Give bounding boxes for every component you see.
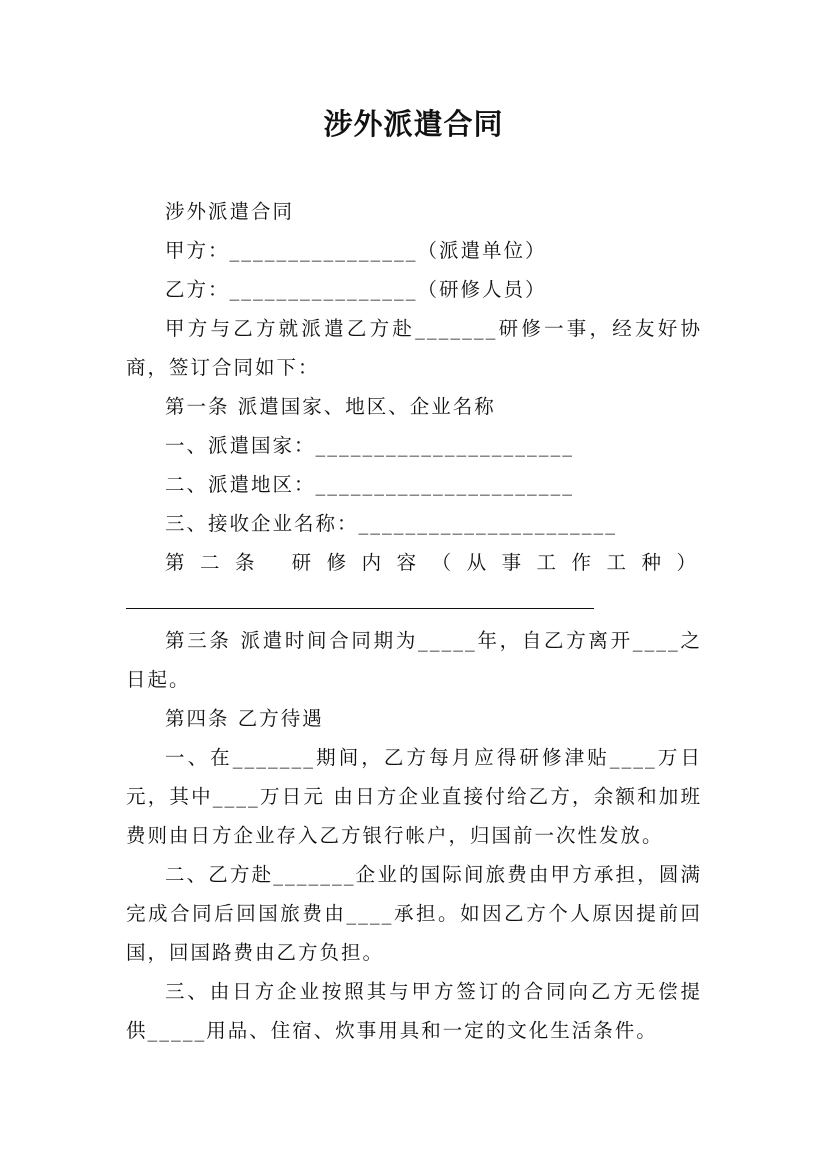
article-four-item-3: 三、由日方企业按照其与甲方签订的合同向乙方无偿提供_____用品、住宿、炊事用具和一定的文化生活条件。 (126, 980, 702, 1042)
party-b-line: 乙方：________________（研修人员） (165, 278, 547, 301)
article-four-heading: 第四条 乙方待遇 (165, 707, 324, 730)
article-four-item-1: 一、在_______期间，乙方每月应得研修津贴____万日元，其中____万日元 由日方企业直接付给乙方，余额和加班费则由日方企业存入乙方银行帐户，归国前一次性发放。 (126, 746, 702, 847)
article-two-heading: 第二条 研修内容（从事工作工种） (165, 551, 702, 574)
region-line: 二、派遣地区：______________________ (165, 473, 575, 496)
party-a-line: 甲方：________________（派遣单位） (165, 239, 547, 262)
intro-paragraph: 甲方与乙方就派遣乙方赴_______研修一事，经友好协商，签订合同如下： (126, 317, 702, 379)
country-line: 一、派遣国家：______________________ (165, 434, 575, 457)
article-three: 第三条 派遣时间合同期为_____年，自乙方离开____之日起。 (126, 629, 702, 691)
article-one-heading: 第一条 派遣国家、地区、企业名称 (165, 395, 496, 418)
fill-in-blank-line (126, 582, 702, 621)
document-title: 涉外派遣合同 (323, 107, 504, 141)
article-four-item-2: 二、乙方赴_______企业的国际间旅费由甲方承担，圆满完成合同后回国旅费由____承担。如因乙方个人原因提前回国，回国路费由乙方负担。 (126, 863, 702, 964)
paragraph: 涉外派遣合同 (165, 200, 295, 223)
document-body (126, 192, 702, 1050)
company-line: 三、接收企业名称：______________________ (165, 512, 618, 535)
